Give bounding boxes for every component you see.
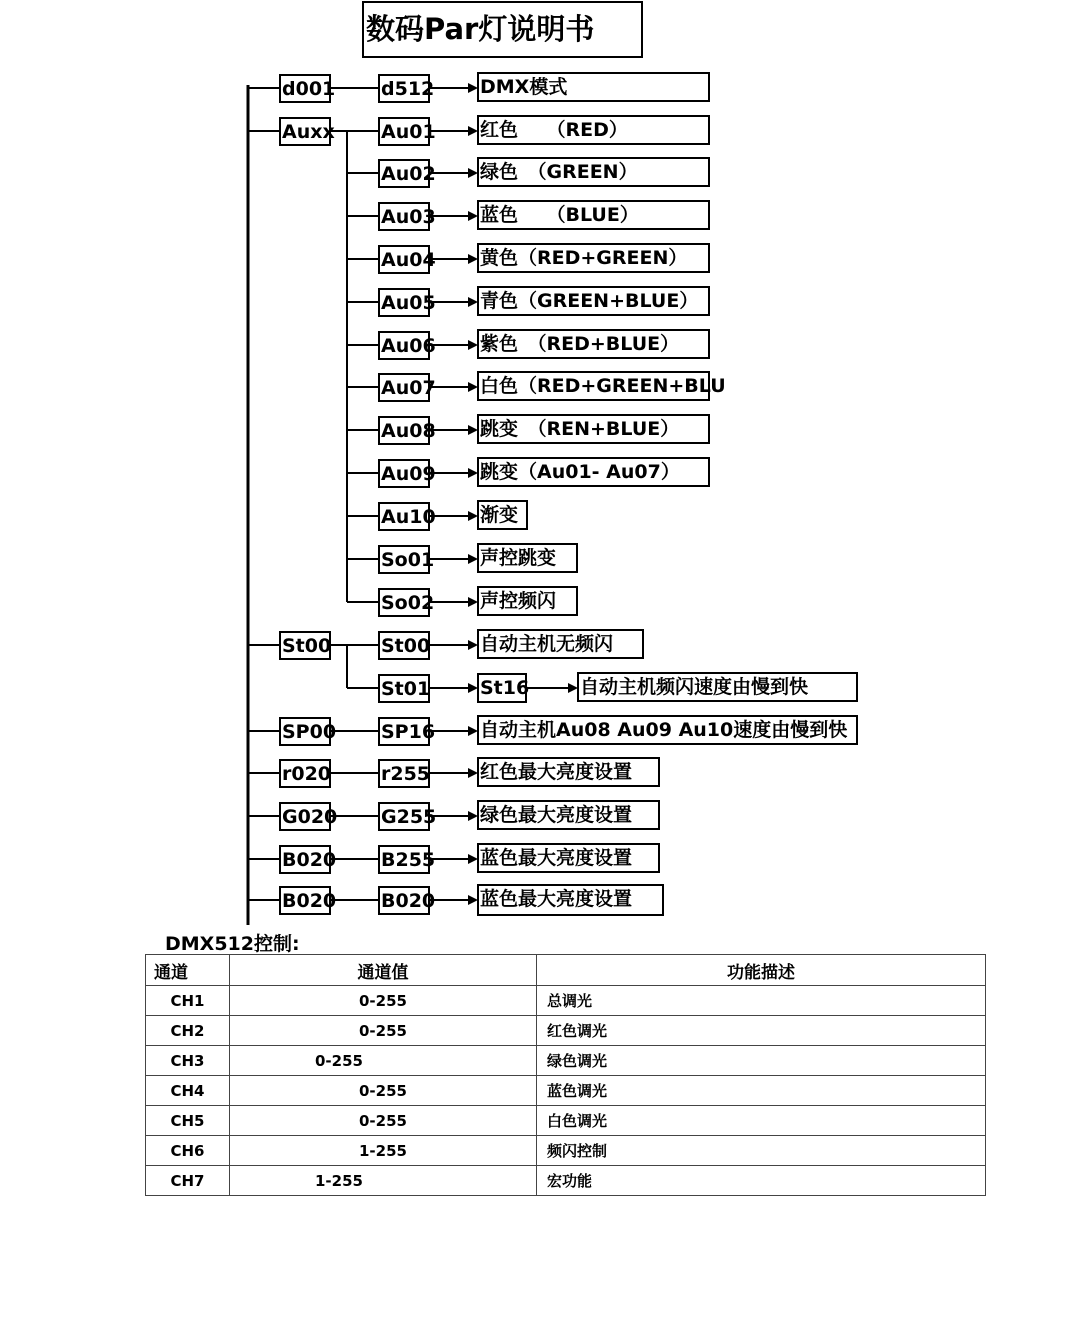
menu-au03: Au03 [378,202,430,231]
menu-so02: So02 [378,588,430,617]
menu-sp16: SP16 [378,717,430,746]
desc-r: 红色最大亮度设置 [477,757,660,787]
menu-r020: r020 [279,759,331,788]
menu-b020-2: B020 [279,886,331,915]
desc-st16: 自动主机频闪速度由慢到快 [577,672,858,702]
cell-value: 0-255 [230,1016,537,1046]
desc-so02: 声控频闪 [477,586,578,616]
desc-au03: 蓝色 （BLUE） [477,200,710,230]
desc-au10: 渐变 [477,500,528,530]
menu-au04: Au04 [378,245,430,274]
cell-value: 1-255 [230,1166,537,1196]
menu-d001: d001 [279,74,331,103]
menu-st01: St01 [378,674,430,703]
menu-b255: B255 [378,845,430,874]
menu-so01: So01 [378,545,430,574]
menu-au02: Au02 [378,159,430,188]
menu-au06: Au06 [378,331,430,360]
desc-au06: 紫色 （RED+BLUE） [477,329,710,359]
cell-channel: CH6 [146,1136,230,1166]
table-row [146,1046,986,1076]
menu-au10: Au10 [378,502,430,531]
menu-d512: d512 [378,74,430,103]
table-row [146,1016,986,1046]
menu-au09: Au09 [378,459,430,488]
menu-st00-sub: St00 [378,631,430,660]
cell-function: 绿色调光 [537,1046,986,1076]
cell-channel: CH2 [146,1016,230,1046]
desc-so01: 声控跳变 [477,543,578,573]
cell-function: 蓝色调光 [537,1076,986,1106]
dmx-section-heading: DMX512控制: [165,933,300,955]
cell-value: 0-255 [230,1076,537,1106]
desc-au07: 白色（RED+GREEN+BLU [477,371,710,401]
table-header-row [146,955,986,986]
menu-b020-3: B020 [378,886,430,915]
cell-channel: CH3 [146,1046,230,1076]
cell-value: 0-255 [230,1106,537,1136]
desc-au04: 黄色（RED+GREEN） [477,243,710,273]
desc-sp16: 自动主机Au08 Au09 Au10速度由慢到快 [477,715,858,745]
cell-channel: CH7 [146,1166,230,1196]
column-header-function: 功能描述 [537,955,986,986]
menu-st16: St16 [477,673,527,703]
menu-sp00: SP00 [279,717,331,746]
cell-function: 总调光 [537,986,986,1016]
desc-dmx-mode: DMX模式 [477,72,710,102]
desc-au02: 绿色 （GREEN） [477,157,710,187]
desc-au01: 红色 （RED） [477,115,710,145]
cell-channel: CH4 [146,1076,230,1106]
cell-value: 0-255 [230,986,537,1016]
table-row [146,986,986,1016]
desc-st00: 自动主机无频闪 [477,629,644,659]
dmx-table [145,954,986,1196]
cell-function: 频闪控制 [537,1136,986,1166]
menu-st00: St00 [279,631,331,660]
cell-function: 白色调光 [537,1106,986,1136]
desc-b: 蓝色最大亮度设置 [477,843,660,873]
menu-b020: B020 [279,845,331,874]
manual-title: 数码Par灯说明书 [362,1,643,58]
desc-b-2: 蓝色最大亮度设置 [477,884,664,916]
menu-g255: G255 [378,802,430,831]
menu-au05: Au05 [378,288,430,317]
desc-au09: 跳变（Au01- Au07） [477,457,710,487]
cell-value: 1-255 [230,1136,537,1166]
cell-value: 0-255 [230,1046,537,1076]
table-row [146,1136,986,1166]
table-row [146,1076,986,1106]
menu-au08: Au08 [378,416,430,445]
menu-au07: Au07 [378,373,430,402]
menu-auxx: Auxx [279,117,331,146]
desc-au05: 青色（GREEN+BLUE） [477,286,710,316]
cell-function: 红色调光 [537,1016,986,1046]
table-row [146,1106,986,1136]
column-header-value: 通道值 [230,955,537,986]
cell-function: 宏功能 [537,1166,986,1196]
desc-g: 绿色最大亮度设置 [477,800,660,830]
table-row [146,1166,986,1196]
menu-g020: G020 [279,802,331,831]
column-header-channel: 通道 [146,955,230,986]
cell-channel: CH5 [146,1106,230,1136]
cell-channel: CH1 [146,986,230,1016]
menu-r255: r255 [378,759,430,788]
menu-au01: Au01 [378,117,430,146]
desc-au08: 跳变 （REN+BLUE） [477,414,710,444]
